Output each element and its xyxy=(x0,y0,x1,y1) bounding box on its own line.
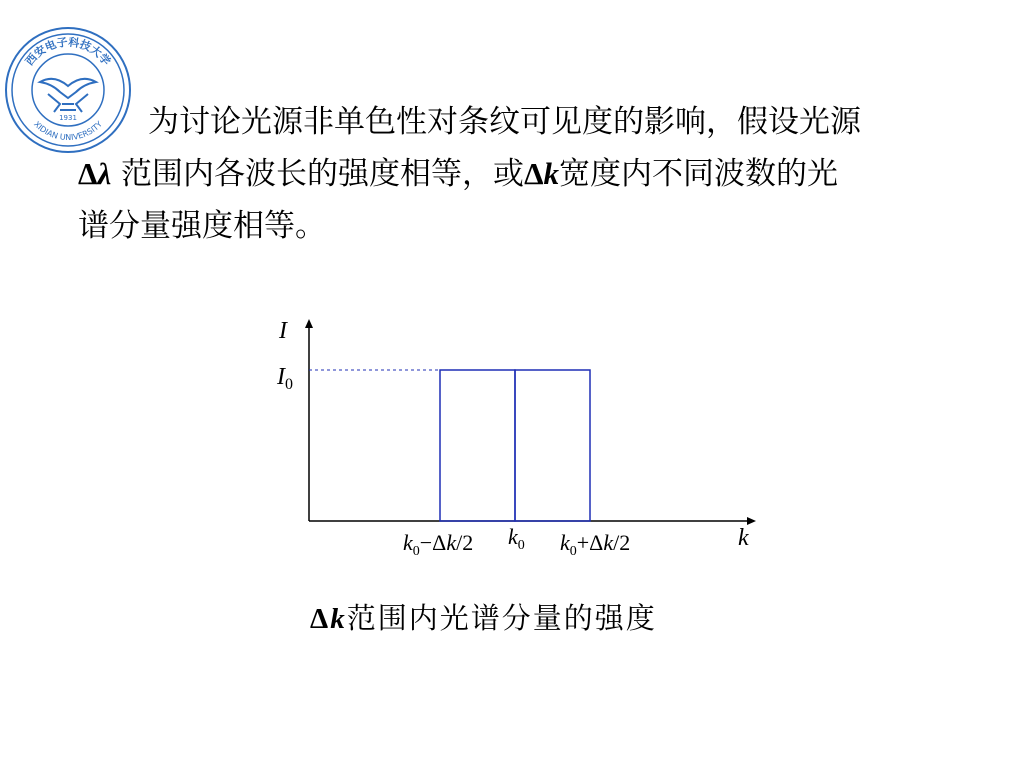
caption-text: 范围内光谱分量的强度 xyxy=(346,601,657,635)
i0-label: $I_0$ xyxy=(277,364,293,393)
figure-caption xyxy=(310,596,657,637)
left-rect xyxy=(440,370,515,521)
left-tick-label: $k_0-\Delta k/2$ xyxy=(403,530,474,559)
caption-delta: Δ xyxy=(310,603,331,635)
caption-k: k xyxy=(330,603,347,635)
para-line3: 谱分量强度相等。 xyxy=(78,208,326,244)
x-axis-label: k xyxy=(738,525,749,551)
para-line2-a: 范围内各波长的强度相等，或 xyxy=(111,156,525,192)
y-axis-label: I xyxy=(279,318,287,344)
lambda-symbol: λ xyxy=(97,156,112,191)
logo-name-cn: 西安电子科技大学 xyxy=(22,35,114,68)
k-symbol: k xyxy=(543,156,559,191)
para-line2-b: 宽度内不同波数的光 xyxy=(559,156,838,192)
para-line1: 为讨论光源非单色性对条纹可见度的影响，假设光源 xyxy=(148,104,861,140)
right-rect xyxy=(515,370,590,521)
center-tick-label: $k_0$ xyxy=(508,524,525,553)
delta-symbol: Δ xyxy=(78,156,98,191)
right-tick-label: $k_0+\Delta k/2$ xyxy=(560,530,631,559)
logo-year: 1931 xyxy=(59,114,77,122)
logo-name-en: XIDIAN UNIVERSITY xyxy=(32,119,104,143)
delta-symbol-2: Δ xyxy=(524,156,544,191)
